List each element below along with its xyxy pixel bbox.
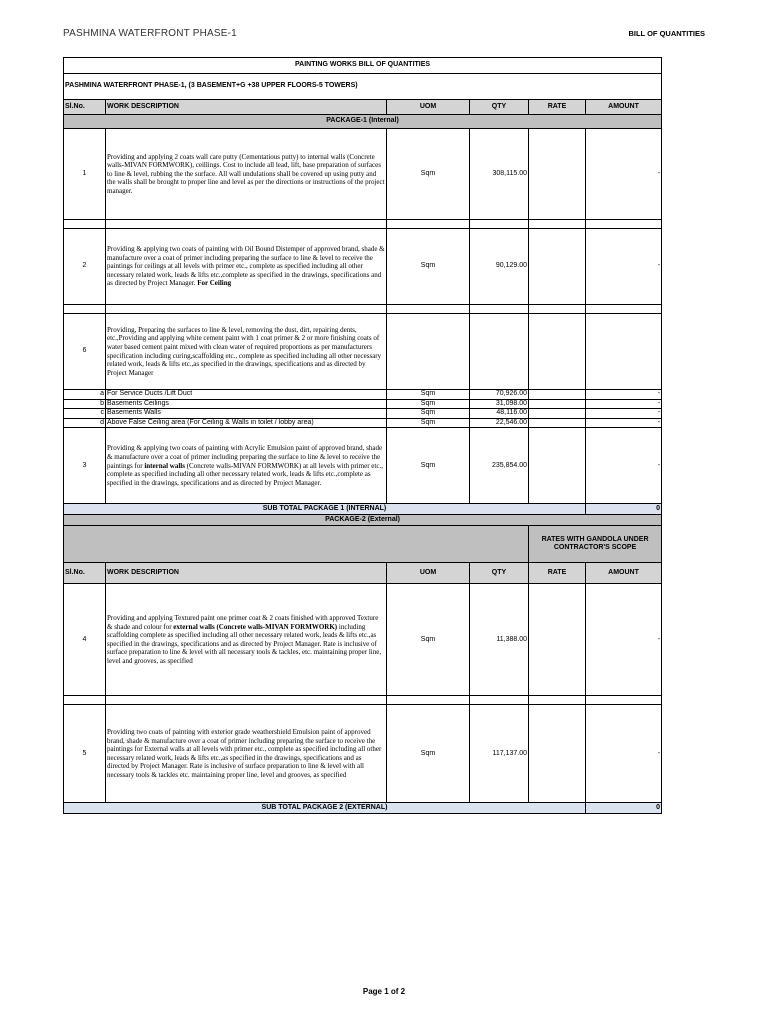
- subitem-description: Basements Walls: [106, 409, 387, 419]
- column-header-row: [64, 563, 662, 584]
- subitem-letter: d: [64, 418, 106, 428]
- item-uom: Sqm: [387, 428, 470, 504]
- item-qty: [470, 314, 529, 390]
- spacer-row: [64, 305, 662, 314]
- item-amount: -: [586, 705, 662, 803]
- item-no: 6: [64, 314, 106, 390]
- col-uom: UOM: [387, 100, 470, 115]
- subitem-description: Above False Ceiling area (For Ceiling & Walls in toilet / lobby area): [106, 418, 387, 428]
- item-description: Providing two coats of painting with exterior grade weathershield Emulsion paint of approved brand, shade & manufacture over a coat of primer including preparing the surface to receive the paintings for External walls at all levels with primer etc., complete as specified including all other necessary related work, leads & lifts etc.,as specified in the drawings, specifications and as directed by Project Manager. Rate is inclusive of surface preparation to line & level with all necessary tools & tackles etc. maintaining proper line, level and grooves, as specified: [106, 705, 387, 803]
- project-description: PASHMINA WATERFRONT PHASE-1, (3 BASEMENT+G +38 UPPER FLOORS-5 TOWERS): [64, 74, 662, 100]
- item-description-bold: internal walls: [144, 461, 185, 470]
- item-description-bold: For Ceiling: [197, 279, 232, 288]
- item-description-text: including scaffolding complete as specified including all other necessary related work, leads & lifts etc.,as specified in the drawings, specifications and as directed by Project Manager. Rate is inclusive of surface preparation to line & level with all necessary tools & tackles, etc. maintaining proper line, level and grooves, as specified: [107, 622, 382, 666]
- page-number: Page 1 of 2: [362, 987, 406, 996]
- item-no: 1: [64, 129, 106, 220]
- item-description-text: Providing & applying two coats of painting with Acrylic Emulsion paint of approved brand, shade & manufacture over a coat of primer including preparing the surface to line & level to receive the paintings for: [107, 444, 383, 470]
- package-1-header: [64, 115, 662, 129]
- subtotal-value: 0: [586, 504, 662, 515]
- table-row: [64, 428, 662, 504]
- item-qty: 11,388.00: [470, 584, 529, 696]
- project-row: [64, 74, 662, 100]
- subitem-uom: Sqm: [387, 418, 470, 428]
- rates-note: RATES WITH GANDOLA UNDER CONTRACTOR'S SCOPE: [529, 526, 662, 563]
- column-header-row: [64, 100, 662, 115]
- item-no: 4: [64, 584, 106, 696]
- item-no: 3: [64, 428, 106, 504]
- subitem-letter: c: [64, 409, 106, 419]
- item-description-text: Providing & applying two coats of painting with Oil Bound Distemper of approved brand, shade & manufacture over a coat of primer including preparing the surface to line & level to receive the paintings for ceilings at all levels with primer etc., complete as specified including all other necessary related work, leads & lifts etc.,complete as specified in the drawings, specifications and as directed by Project Manager.: [107, 245, 385, 288]
- spacer-row: [64, 220, 662, 229]
- item-rate: [529, 705, 586, 803]
- item-qty: 235,854.00: [470, 428, 529, 504]
- subitem-rate: [529, 390, 586, 400]
- item-rate: [529, 428, 586, 504]
- col-desc: WORK DESCRIPTION: [106, 100, 387, 115]
- item-uom: Sqm: [387, 229, 470, 305]
- header-doc-type: BILL OF QUANTITIES: [628, 29, 705, 38]
- table-row: [64, 584, 662, 696]
- item-description: [106, 229, 387, 305]
- item-uom: Sqm: [387, 129, 470, 220]
- subtotal-label: SUB TOTAL PACKAGE 1 (INTERNAL): [64, 504, 586, 515]
- subitem-amount: -: [586, 418, 662, 428]
- item-amount: -: [586, 584, 662, 696]
- page-title: PAINTING WORKS BILL OF QUANTITIES: [64, 58, 662, 74]
- col-rate: RATE: [529, 100, 586, 115]
- col-amount: AMOUNT: [586, 563, 662, 584]
- item-uom: [387, 314, 470, 390]
- item-qty: 90,129.00: [470, 229, 529, 305]
- subtotal-package-1-row: [64, 504, 662, 515]
- package-2-note-row: [64, 526, 662, 563]
- grey-block: [64, 526, 529, 563]
- item-description-text: (Concrete walls-MIVAN FORMWORK) at all levels with primer etc., complete as specified including all other necessary related work, leads & lifts etc.,complete as specified in the drawings, specifications and as directed by Project Manager.: [107, 461, 383, 487]
- subitem-description: Basements Ceilings: [106, 399, 387, 409]
- item-description-text: Providing and applying Textured paint one primer coat & 2 coats finished with approved Texture & shade and colour for: [107, 614, 379, 631]
- item-rate: [529, 229, 586, 305]
- subitem-amount: -: [586, 390, 662, 400]
- header-project-name: PASHMINA WATERFRONT PHASE-1: [63, 28, 237, 39]
- subtotal-value: 0: [586, 803, 662, 814]
- subitem-rate: [529, 409, 586, 419]
- subitem-uom: Sqm: [387, 399, 470, 409]
- subitem-qty: 48,116.00: [470, 409, 529, 419]
- title-row: [64, 58, 662, 74]
- subitem-uom: Sqm: [387, 390, 470, 400]
- item-amount: -: [586, 129, 662, 220]
- subitem-row: [64, 418, 662, 428]
- item-uom: Sqm: [387, 584, 470, 696]
- col-qty: QTY: [470, 100, 529, 115]
- table-row: [64, 229, 662, 305]
- package-2-title: PACKAGE-2 (External): [64, 515, 662, 526]
- spacer-row: [64, 696, 662, 705]
- subitem-qty: 70,926.00: [470, 390, 529, 400]
- item-amount: [586, 314, 662, 390]
- subtotal-label: SUB TOTAL PACKAGE 2 (EXTERNAL): [64, 803, 586, 814]
- subitem-description: For Service Ducts /Lift Duct: [106, 390, 387, 400]
- item-description: Providing, Preparing the surfaces to line & level, removing the dust, dirt, repairing dents, etc.,Providing and applying white cement paint with 1 coat primer & 2 or more finishing coats of water based cement paint mixed with clean water of required proportions as per manufacturers specification including curing,scaffolding etc., complete as specified including all other necessary related work, leads & lifts etc.,as specified in the drawings, specifications and as directed by Project Manager: [106, 314, 387, 390]
- boq-table: [63, 57, 662, 814]
- item-qty: 117,137.00: [470, 705, 529, 803]
- subitem-row: [64, 409, 662, 419]
- col-slno: Sl.No.: [64, 100, 106, 115]
- item-description: [106, 584, 387, 696]
- item-rate: [529, 584, 586, 696]
- item-qty: 308,115.00: [470, 129, 529, 220]
- item-rate: [529, 314, 586, 390]
- subitem-row: [64, 399, 662, 409]
- subitem-rate: [529, 399, 586, 409]
- item-rate: [529, 129, 586, 220]
- subitem-letter: b: [64, 399, 106, 409]
- package-1-title: PACKAGE-1 (Internal): [64, 115, 662, 129]
- col-slno: Sl.No.: [64, 563, 106, 584]
- item-no: 2: [64, 229, 106, 305]
- subitem-rate: [529, 418, 586, 428]
- subitem-amount: -: [586, 399, 662, 409]
- item-amount: -: [586, 428, 662, 504]
- subitem-qty: 31,098.00: [470, 399, 529, 409]
- package-2-header: [64, 515, 662, 526]
- item-description-bold: external walls (Concrete walls-MIVAN FORMWORK): [173, 622, 338, 631]
- subitem-letter: a: [64, 390, 106, 400]
- col-amount: AMOUNT: [586, 100, 662, 115]
- item-uom: Sqm: [387, 705, 470, 803]
- subitem-amount: -: [586, 409, 662, 419]
- col-desc: WORK DESCRIPTION: [106, 563, 387, 584]
- subtotal-package-2-row: [64, 803, 662, 814]
- item-description: Providing and applying 2 coats wall care putty (Cementatious putty) to internal walls (Concrete walls-MIVAN FORMWORK), ceillings. Cost to include all lead, lift, base preparation of surfaces to line & level, rubbing the the surface. All wall undulations shall be covered up using putty and the walls shall be brought to proper line and level as per the directions or instructions of the project manager.: [106, 129, 387, 220]
- table-row: [64, 314, 662, 390]
- subitem-qty: 22,546.00: [470, 418, 529, 428]
- table-row: [64, 129, 662, 220]
- subitem-row: [64, 390, 662, 400]
- item-no: 5: [64, 705, 106, 803]
- col-rate: RATE: [529, 563, 586, 584]
- item-amount: -: [586, 229, 662, 305]
- col-uom: UOM: [387, 563, 470, 584]
- col-qty: QTY: [470, 563, 529, 584]
- table-row: [64, 705, 662, 803]
- subitem-uom: Sqm: [387, 409, 470, 419]
- item-description: [106, 428, 387, 504]
